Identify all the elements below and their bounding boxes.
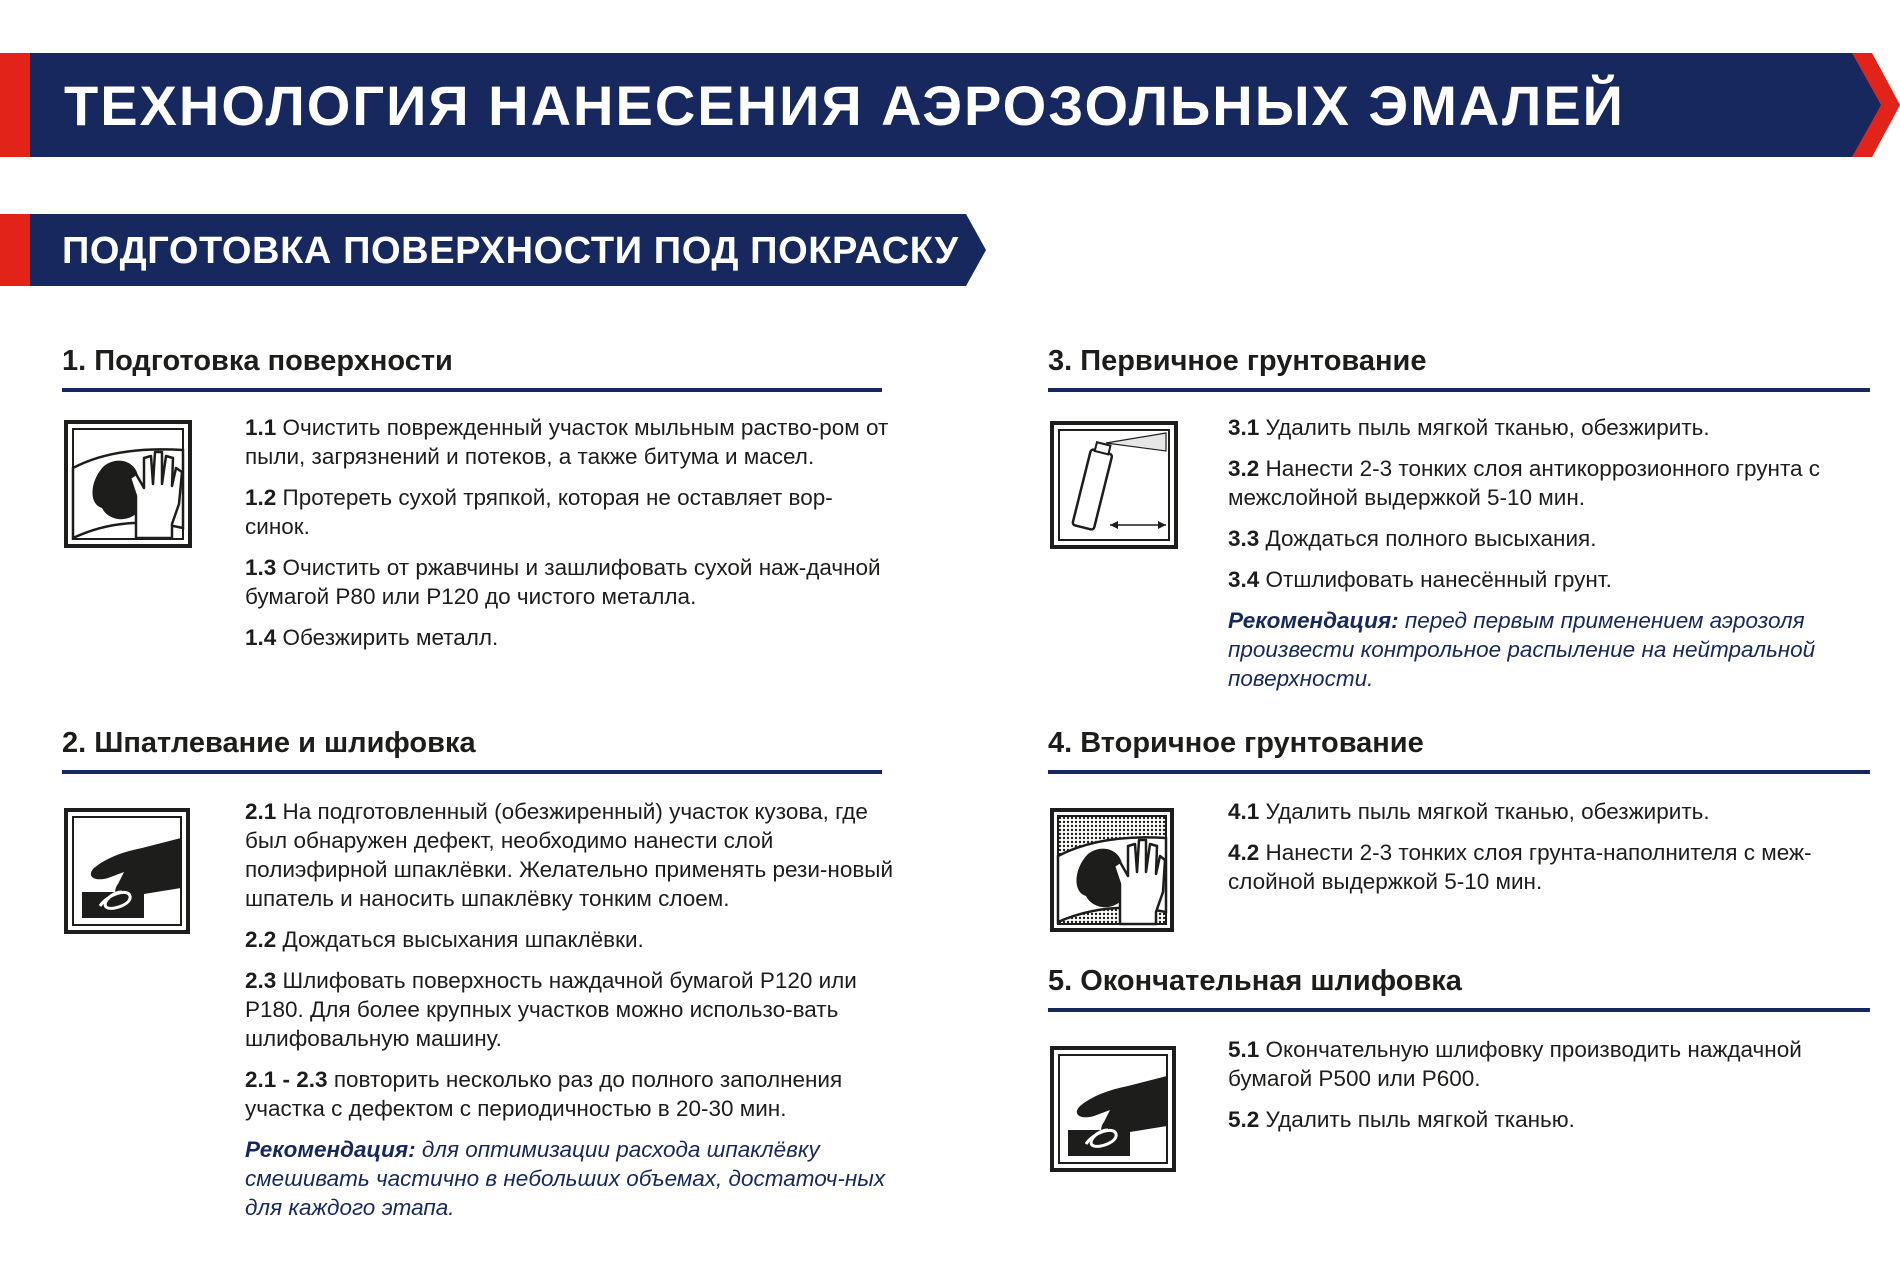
step-number: 2.2 [245,927,277,952]
step-number: 3.2 [1228,456,1260,481]
section-secondary-priming [1048,727,1878,947]
hand-sanding-icon [64,808,190,939]
step-text: Шлифовать поверхность наждачной бумагой Р120 или Р180. Для более крупных участков можно использо-вать шлифовальную машину. [245,968,857,1051]
step [245,413,895,471]
step-number: 1.3 [245,555,277,580]
recommendation-text: для оптимизации расхода шпаклёвку смешивать частично в небольших объемах, достаточ-ных для каждого этапа. [245,1137,886,1220]
step [1228,524,1878,553]
section-primary-priming [1048,345,1878,715]
step [245,483,895,541]
recommendation [245,1135,895,1222]
step [1228,838,1878,896]
step-text: повторить несколько раз до полного заполнения участка с дефектом с периодичностью в 20-30 мин. [245,1067,843,1121]
section-divider [62,770,882,774]
step-number: 2.1 [245,799,277,824]
section-title: 1. Подготовка поверхности [62,345,453,377]
step [245,623,895,652]
step-text: Очистить от ржавчины и зашлифовать сухой наж-дачной бумагой Р80 или Р120 до чистого металла. [245,555,881,609]
main-banner [0,53,1900,157]
step-text: Нанести 2-3 тонких слоя грунта-наполнителя с меж-слойной выдержкой 5-10 мин. [1228,840,1812,894]
step-text: Окончательную шлифовку производить наждачной бумагой Р500 или Р600. [1228,1037,1802,1091]
step-number: 3.1 [1228,415,1260,440]
section-divider [1048,388,1870,392]
step [245,1065,895,1123]
step-text: Удалить пыль мягкой тканью, обезжирить. [1265,415,1710,440]
step-text: Протереть сухой тряпкой, которая не оставляет вор-синок. [245,485,833,539]
step-number: 3.3 [1228,526,1260,551]
step-text: Дождаться полного высыхания. [1265,526,1597,551]
sub-banner [0,214,990,286]
section-title: 4. Вторичное грунтование [1048,727,1424,759]
step-number: 1.2 [245,485,277,510]
section-final-sanding [1048,965,1878,1185]
step [245,925,895,954]
step-number: 2.1 - 2.3 [245,1067,328,1092]
step-text: Удалить пыль мягкой тканью. [1265,1107,1575,1132]
section-title: 2. Шпатлевание и шлифовка [62,727,476,759]
section-divider [62,388,882,392]
step-number: 5.1 [1228,1037,1260,1062]
step [1228,454,1878,512]
page-title: ТЕХНОЛОГИЯ НАНЕСЕНИЯ АЭРОЗОЛЬНЫХ ЭМАЛЕЙ [64,74,1625,137]
step-text: Обезжирить металл. [282,625,499,650]
hand-sanding-icon [1050,1046,1176,1177]
spray-can-icon [1050,421,1178,554]
step-number: 2.3 [245,968,277,993]
step [245,553,895,611]
step-number: 1.4 [245,625,277,650]
step [1228,413,1878,442]
hand-wiping-icon [64,420,192,553]
steps-list [245,797,895,1222]
section-divider [1048,770,1870,774]
recommendation-text: перед первым применением аэрозоля произвести контрольное распыление на нейтральной поверхности. [1228,608,1816,691]
step [1228,565,1878,594]
section-title: 3. Первичное грунтование [1048,345,1427,377]
step [1228,1105,1878,1134]
step [1228,1035,1878,1093]
step-text: Удалить пыль мягкой тканью, обезжирить. [1265,799,1710,824]
section-divider [1048,1008,1870,1012]
step [245,966,895,1053]
step-text: Очистить поврежденный участок мыльным раство-ром от пыли, загрязнений и потеков, а также битума и масел. [245,415,889,469]
recommendation-label: Рекомендация: [245,1137,416,1162]
steps-list [1228,413,1878,693]
hand-wiping-primed-icon [1050,808,1174,937]
steps-list [1228,797,1878,908]
step [245,797,895,913]
section-heading: ПОДГОТОВКА ПОВЕРХНОСТИ ПОД ПОКРАСКУ [62,230,959,272]
step-text: Дождаться высыхания шпаклёвки. [282,927,644,952]
step-number: 4.2 [1228,840,1260,865]
step-number: 1.1 [245,415,277,440]
recommendation [1228,606,1878,693]
step [1228,797,1878,826]
recommendation-label: Рекомендация: [1228,608,1399,633]
section-surface-preparation [62,345,902,705]
section-title: 5. Окончательная шлифовка [1048,965,1462,997]
step-text: Нанести 2-3 тонких слоя антикоррозионного грунта с межслойной выдержкой 5-10 мин. [1228,456,1821,510]
steps-list [1228,1035,1878,1146]
step-number: 3.4 [1228,567,1260,592]
section-filling-sanding [62,727,902,1247]
step-text: На подготовленный (обезжиренный) участок кузова, где был обнаружен дефект, необходимо нанести слой полиэфирной шпаклёвки. Желательно применять рези-новый шпатель и наносить шпаклёвку тонким слоем. [245,799,894,911]
step-number: 5.2 [1228,1107,1260,1132]
step-number: 4.1 [1228,799,1260,824]
step-text: Отшлифовать нанесённый грунт. [1265,567,1612,592]
steps-list [245,413,895,664]
